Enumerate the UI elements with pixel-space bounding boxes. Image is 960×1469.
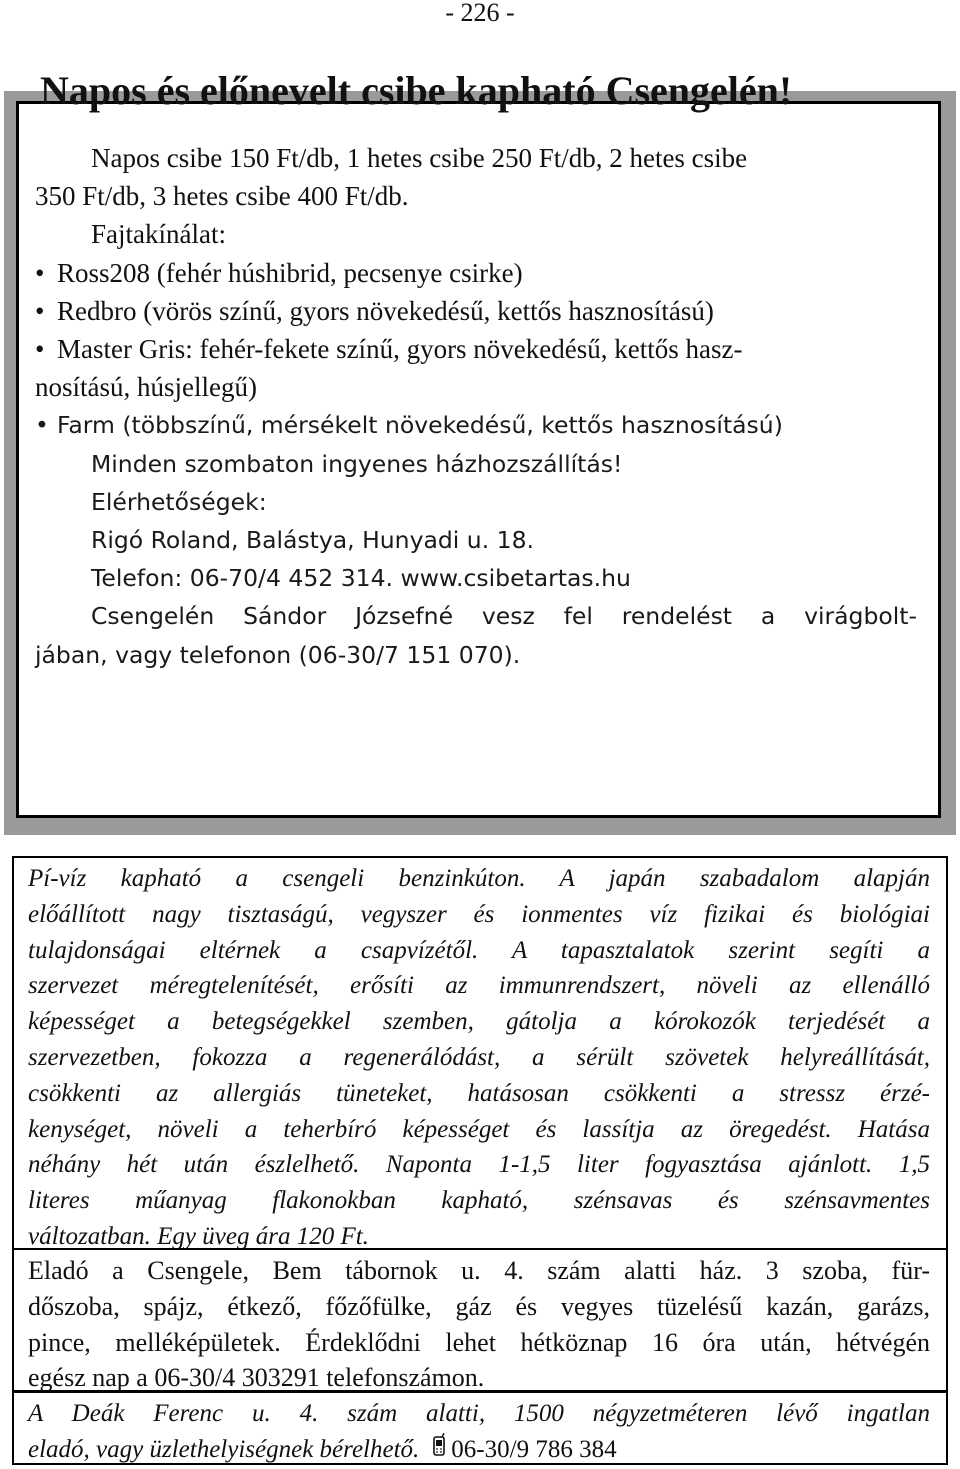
- contacts-heading: Elérhetőségek:: [91, 487, 267, 516]
- house-ad-line: pince, melléképületek. Érdeklődni lehet hétköznap 16 óra után, hétvégén: [28, 1327, 930, 1357]
- breed-item: [35, 330, 917, 368]
- deak-ad-line: [28, 1432, 930, 1469]
- breed-item-cont: nosítású, húsjellegű): [35, 372, 257, 403]
- house-ad-box: [12, 1248, 948, 1392]
- page-number: - 226 -: [445, 0, 515, 27]
- bullet-icon: •: [35, 411, 49, 440]
- deak-ad-text: eladó, vagy üzlethelyiségnek bérelhető.: [28, 1435, 420, 1463]
- water-ad-box: [12, 856, 948, 1250]
- deak-ad-line: A Deák Ferenc u. 4. szám alatti, 1500 négyzetméteren lévő ingatlan: [28, 1400, 930, 1427]
- breed-item: [35, 292, 917, 330]
- deak-ad-box: [12, 1391, 948, 1465]
- house-ad-line: dőszoba, spájz, étkező, főzőfülke, gáz és vegyes tüzelésű kazán, garázs,: [28, 1291, 930, 1321]
- order-info: jában, vagy telefonon (06-30/7 151 070).: [35, 640, 521, 669]
- order-info: Csengelén Sándor Józsefné vesz fel rendelést a virágbolt-: [91, 602, 917, 631]
- water-ad-line: változatban. Egy üveg ára 120 Ft.: [28, 1222, 369, 1250]
- water-ad-line: előállított nagy tisztaságú, vegyszer és ionmentes víz fizikai és biológiai: [28, 900, 930, 928]
- deak-ad-phone: 06-30/9 786 384: [451, 1435, 617, 1463]
- contact-phone-web: Telefon: 06-70/4 452 314. www.csibetartas.hu: [91, 564, 631, 593]
- breed-text: Farm (többszínű, mérsékelt növekedésű, kettős hasznosítású): [57, 411, 783, 440]
- water-ad-line: literes műanyag flakonokban kapható, szénsavas és szénsavmentes: [28, 1187, 930, 1215]
- bullet-icon: •: [35, 295, 45, 326]
- water-ad-line: kenységet, növeli a teherbíró képességet és lassítja az öregedést. Hatása: [28, 1115, 930, 1143]
- house-ad-line: Eladó a Csengele, Bem tábornok u. 4. szám alatti ház. 3 szoba, für-: [28, 1256, 930, 1285]
- offer-heading: Fajtakínálat:: [91, 219, 226, 250]
- breed-item: [35, 254, 917, 292]
- water-ad-line: tulajdonságai eltérnek a csapvízétől. A tapasztalatok szerint segíti a: [28, 936, 930, 964]
- water-ad-line: szervezetben, fokozza a regenerálódást, a sérült szövetek helyreállítását,: [28, 1043, 930, 1071]
- chick-ad-title: Napos és előnevelt csibe kapható Csengelén!: [40, 68, 793, 113]
- water-ad-line: néhány hét után észlelhető. Naponta 1-1,5 liter fogyasztása ajánlott. 1,5: [28, 1151, 930, 1179]
- mobile-phone-icon: [431, 1433, 447, 1469]
- breed-text: Master Gris: fehér-fekete színű, gyors növekedésű, kettős hasz-: [57, 334, 743, 365]
- bullet-icon: •: [35, 257, 45, 288]
- water-ad-line: képességet a betegségekkel szemben, gátolja a kórokozók terjedését a: [28, 1008, 930, 1036]
- prices-line: Napos csibe 150 Ft/db, 1 hetes csibe 250 Ft/db, 2 hetes csibe: [91, 143, 748, 173]
- water-ad-line: Pí-víz kapható a csengeli benzinkúton. A japán szabadalom alapján: [28, 865, 930, 892]
- breed-item: [35, 406, 917, 444]
- bullet-icon: •: [35, 334, 45, 365]
- prices-line: 350 Ft/db, 3 hetes csibe 400 Ft/db.: [35, 181, 409, 212]
- breed-text: Ross208 (fehér húshibrid, pecsenye csirke): [57, 257, 523, 288]
- chick-ad-body: [35, 139, 917, 674]
- breed-text: Redbro (vörös színű, gyors növekedésű, kettős hasznosítású): [57, 295, 714, 326]
- water-ad-line: csökkenti az allergiás tüneteket, hatásosan csökkenti a stressz érzé-: [28, 1079, 930, 1107]
- delivery-note: Minden szombaton ingyenes házhozszállítás!: [91, 449, 623, 478]
- house-ad-line: egész nap a 06-30/4 303291 telefonszámon.: [28, 1363, 485, 1393]
- water-ad-line: szervezet méregtelenítését, erősíti az immunrendszert, növeli az ellenálló: [28, 972, 930, 1000]
- contact-address: Rigó Roland, Balástya, Hunyadi u. 18.: [91, 526, 535, 555]
